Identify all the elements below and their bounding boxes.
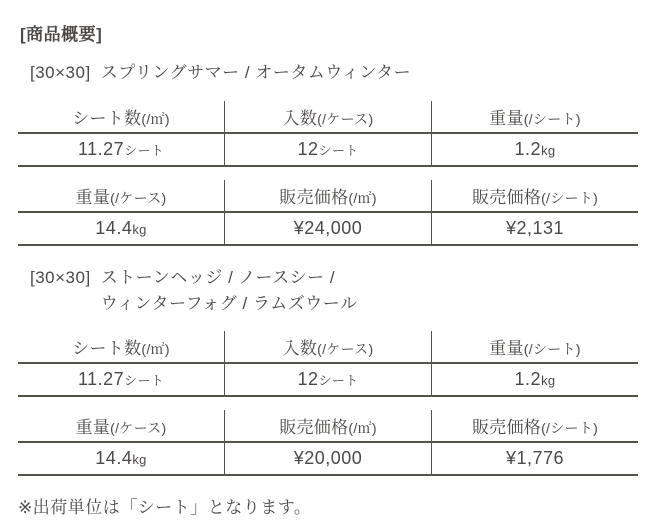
value-cell-weight-per-sheet (431, 133, 638, 166)
value-cell-qty-per-case (225, 133, 432, 166)
shipping-unit-note: ※出荷単位は「シート」となります。 (18, 498, 312, 517)
product-section-stonehenge (18, 265, 640, 476)
header-label: 重量 (489, 339, 524, 358)
header-row (18, 101, 638, 133)
header-unit: (/ケース) (110, 420, 167, 436)
value-number: 14.4 (95, 448, 133, 468)
product-names (101, 60, 411, 86)
header-label: 販売価格 (279, 188, 349, 207)
value-cell-qty-per-case (225, 363, 432, 396)
header-label: 重量 (75, 418, 111, 437)
value-unit: kg (132, 452, 147, 467)
value-cell-weight-per-case (18, 442, 225, 475)
header-cell-qty-per-case (225, 101, 432, 133)
header-cell-sheet-count (18, 101, 225, 133)
header-cell-weight-per-case (18, 410, 225, 442)
value-cell-price-per-sqm (225, 442, 432, 475)
spec-table-sheet-count (18, 101, 638, 167)
product-names (101, 265, 358, 317)
header-label: 重量 (489, 109, 524, 128)
page-title: [商品概要] (20, 25, 103, 44)
value-row (18, 133, 638, 166)
header-label: シート数 (72, 339, 142, 358)
value-row (18, 363, 638, 396)
header-label: 販売価格 (471, 418, 542, 437)
header-row (18, 410, 638, 442)
value-number: ¥24,000 (293, 218, 363, 238)
value-unit: kg (541, 143, 556, 158)
value-number: 1.2 (514, 369, 542, 389)
value-unit: kg (132, 222, 147, 237)
product-name-line: スプリングサマー / オータムウィンター (100, 63, 412, 82)
header-label: 販売価格 (279, 418, 349, 437)
header-unit: (/㎡) (141, 341, 170, 357)
header-unit: (/㎡) (348, 420, 377, 436)
header-cell-price-per-sheet (431, 410, 638, 442)
product-name-line: ウィンターフォグ / ラムズウール (100, 294, 358, 313)
size-label: [30×30] (30, 63, 91, 82)
value-number: 14.4 (95, 218, 133, 238)
value-number: ¥1,776 (505, 448, 565, 468)
value-number: ¥2,131 (505, 218, 565, 238)
product-section-spring-summer (18, 60, 640, 246)
value-number: 1.2 (514, 139, 542, 159)
header-unit: (/シート) (523, 341, 581, 357)
value-unit: シート (318, 143, 359, 158)
header-cell-price-per-sqm (225, 410, 432, 442)
section-title (30, 265, 640, 317)
value-unit: シート (124, 143, 165, 158)
header-cell-weight-per-case (18, 180, 225, 212)
header-unit: (/シート) (541, 420, 599, 436)
value-number: 12 (297, 369, 319, 389)
value-row (18, 442, 638, 475)
value-number: 12 (297, 139, 319, 159)
header-label: 販売価格 (471, 188, 542, 207)
value-cell-weight-per-case (18, 212, 225, 245)
header-unit: (/シート) (541, 190, 599, 206)
header-label: シート数 (72, 109, 142, 128)
spec-table-price (18, 180, 638, 246)
size-label: [30×30] (30, 268, 91, 287)
value-unit: シート (124, 373, 165, 388)
value-cell-price-per-sheet (431, 442, 638, 475)
section-title (30, 60, 640, 86)
value-cell-price-per-sheet (431, 212, 638, 245)
value-cell-sheet-count (18, 133, 225, 166)
product-name-line: ストーンヘッジ / ノースシー / (100, 268, 336, 287)
value-row (18, 212, 638, 245)
value-number: ¥20,000 (293, 448, 363, 468)
spec-table-sheet-count (18, 331, 638, 397)
value-cell-weight-per-sheet (431, 363, 638, 396)
header-unit: (/シート) (523, 111, 581, 127)
value-number: 11.27 (77, 139, 125, 159)
header-cell-weight-per-sheet (431, 101, 638, 133)
spec-table-price (18, 410, 638, 476)
header-cell-qty-per-case (225, 331, 432, 363)
value-cell-sheet-count (18, 363, 225, 396)
value-unit: シート (318, 373, 359, 388)
header-cell-price-per-sheet (431, 180, 638, 212)
header-label: 入数 (282, 339, 318, 358)
value-unit: kg (541, 373, 556, 388)
header-unit: (/ケース) (317, 341, 374, 357)
header-cell-weight-per-sheet (431, 331, 638, 363)
header-unit: (/㎡) (141, 111, 170, 127)
header-row (18, 331, 638, 363)
value-cell-price-per-sqm (225, 212, 432, 245)
value-number: 11.27 (77, 369, 125, 389)
header-unit: (/ケース) (110, 190, 167, 206)
header-row (18, 180, 638, 212)
header-unit: (/㎡) (348, 190, 377, 206)
header-cell-price-per-sqm (225, 180, 432, 212)
header-label: 入数 (282, 109, 318, 128)
header-cell-sheet-count (18, 331, 225, 363)
header-unit: (/ケース) (317, 111, 374, 127)
header-label: 重量 (75, 188, 111, 207)
